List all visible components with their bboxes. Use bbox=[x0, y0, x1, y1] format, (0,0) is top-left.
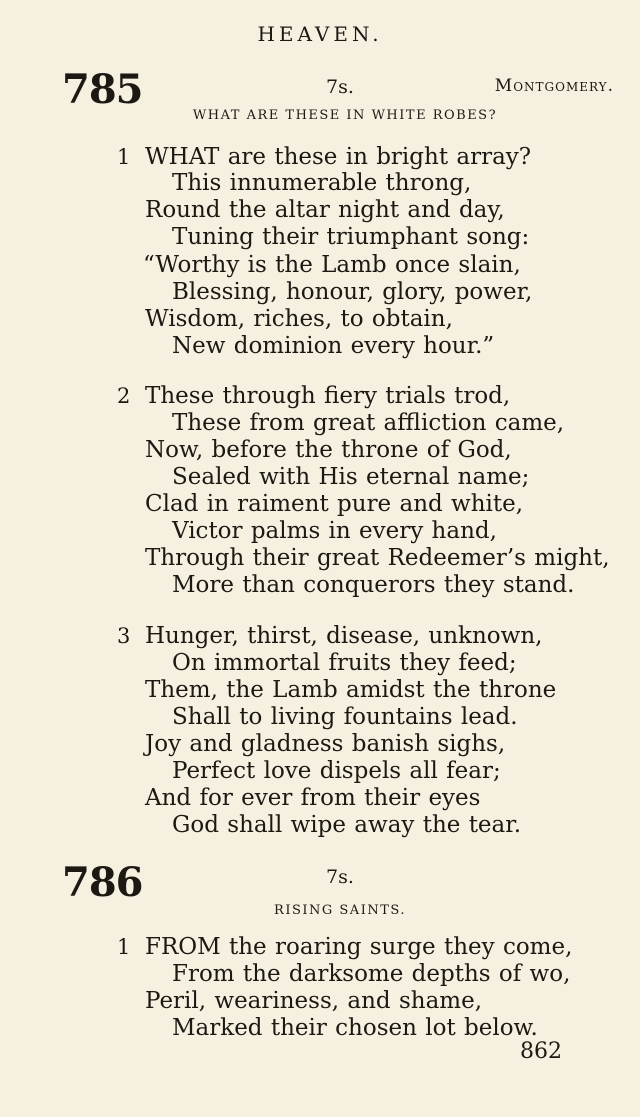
verse-line: Peril, weariness, and shame, bbox=[145, 988, 483, 1014]
verse-line: Through their great Redeemer’s might, bbox=[145, 545, 610, 571]
hymn-meter: 7s. bbox=[326, 76, 354, 98]
verse-line: This innumerable throng, bbox=[172, 170, 472, 196]
hymn-meter: 7s. bbox=[326, 866, 354, 888]
verse-line: New dominion every hour.” bbox=[172, 333, 495, 359]
verse-line: Perfect love dispels all fear; bbox=[172, 758, 501, 784]
running-head: HEAVEN. bbox=[257, 22, 383, 46]
verse-line: “Worthy is the Lamb once slain, bbox=[143, 252, 521, 278]
hymn-number: 786 bbox=[62, 859, 143, 906]
verse-line: Victor palms in every hand, bbox=[172, 518, 497, 544]
verse-line: From the darksome depths of wo, bbox=[172, 961, 571, 987]
hymn-title: WHAT ARE THESE IN WHITE ROBES? bbox=[192, 108, 498, 123]
verse-line: Tuning their triumphant song: bbox=[172, 224, 530, 250]
verse-line: More than conquerors they stand. bbox=[172, 572, 575, 598]
verse-line: These through fiery trials trod, bbox=[145, 383, 511, 409]
verse-number: 2 bbox=[117, 384, 131, 408]
verse-number: 1 bbox=[117, 145, 131, 169]
verse-line: On immortal fruits they feed; bbox=[172, 650, 517, 676]
verse-line: Joy and gladness banish sighs, bbox=[145, 731, 506, 757]
verse-line: Them, the Lamb amidst the throne bbox=[145, 677, 557, 703]
verse-number: 3 bbox=[117, 624, 131, 648]
verse-line: God shall wipe away the tear. bbox=[172, 812, 522, 838]
verse-line: Sealed with His eternal name; bbox=[172, 464, 530, 490]
verse-line: Blessing, honour, glory, power, bbox=[172, 279, 533, 305]
verse-line: Shall to living fountains lead. bbox=[172, 704, 518, 730]
verse-line: Clad in raiment pure and white, bbox=[145, 491, 524, 517]
hymn-number: 785 bbox=[62, 66, 143, 113]
verse-line: FROM the roaring surge they come, bbox=[145, 934, 573, 960]
verse-line: And for ever from their eyes bbox=[145, 785, 481, 811]
page-number: 862 bbox=[520, 1039, 562, 1064]
verse-line: Wisdom, riches, to obtain, bbox=[145, 306, 453, 332]
verse-number: 1 bbox=[117, 935, 131, 959]
hymn-author: Montgomery. bbox=[494, 76, 614, 96]
verse-line: Marked their chosen lot below. bbox=[172, 1015, 538, 1041]
verse-line: WHAT are these in bright array? bbox=[145, 144, 532, 170]
verse-line: These from great affliction came, bbox=[172, 410, 565, 436]
hymn-title: RISING SAINTS. bbox=[274, 903, 406, 918]
verse-line: Now, before the throne of God, bbox=[145, 437, 512, 463]
verse-line: Hunger, thirst, disease, unknown, bbox=[145, 623, 543, 649]
verse-line: Round the altar night and day, bbox=[145, 197, 505, 223]
